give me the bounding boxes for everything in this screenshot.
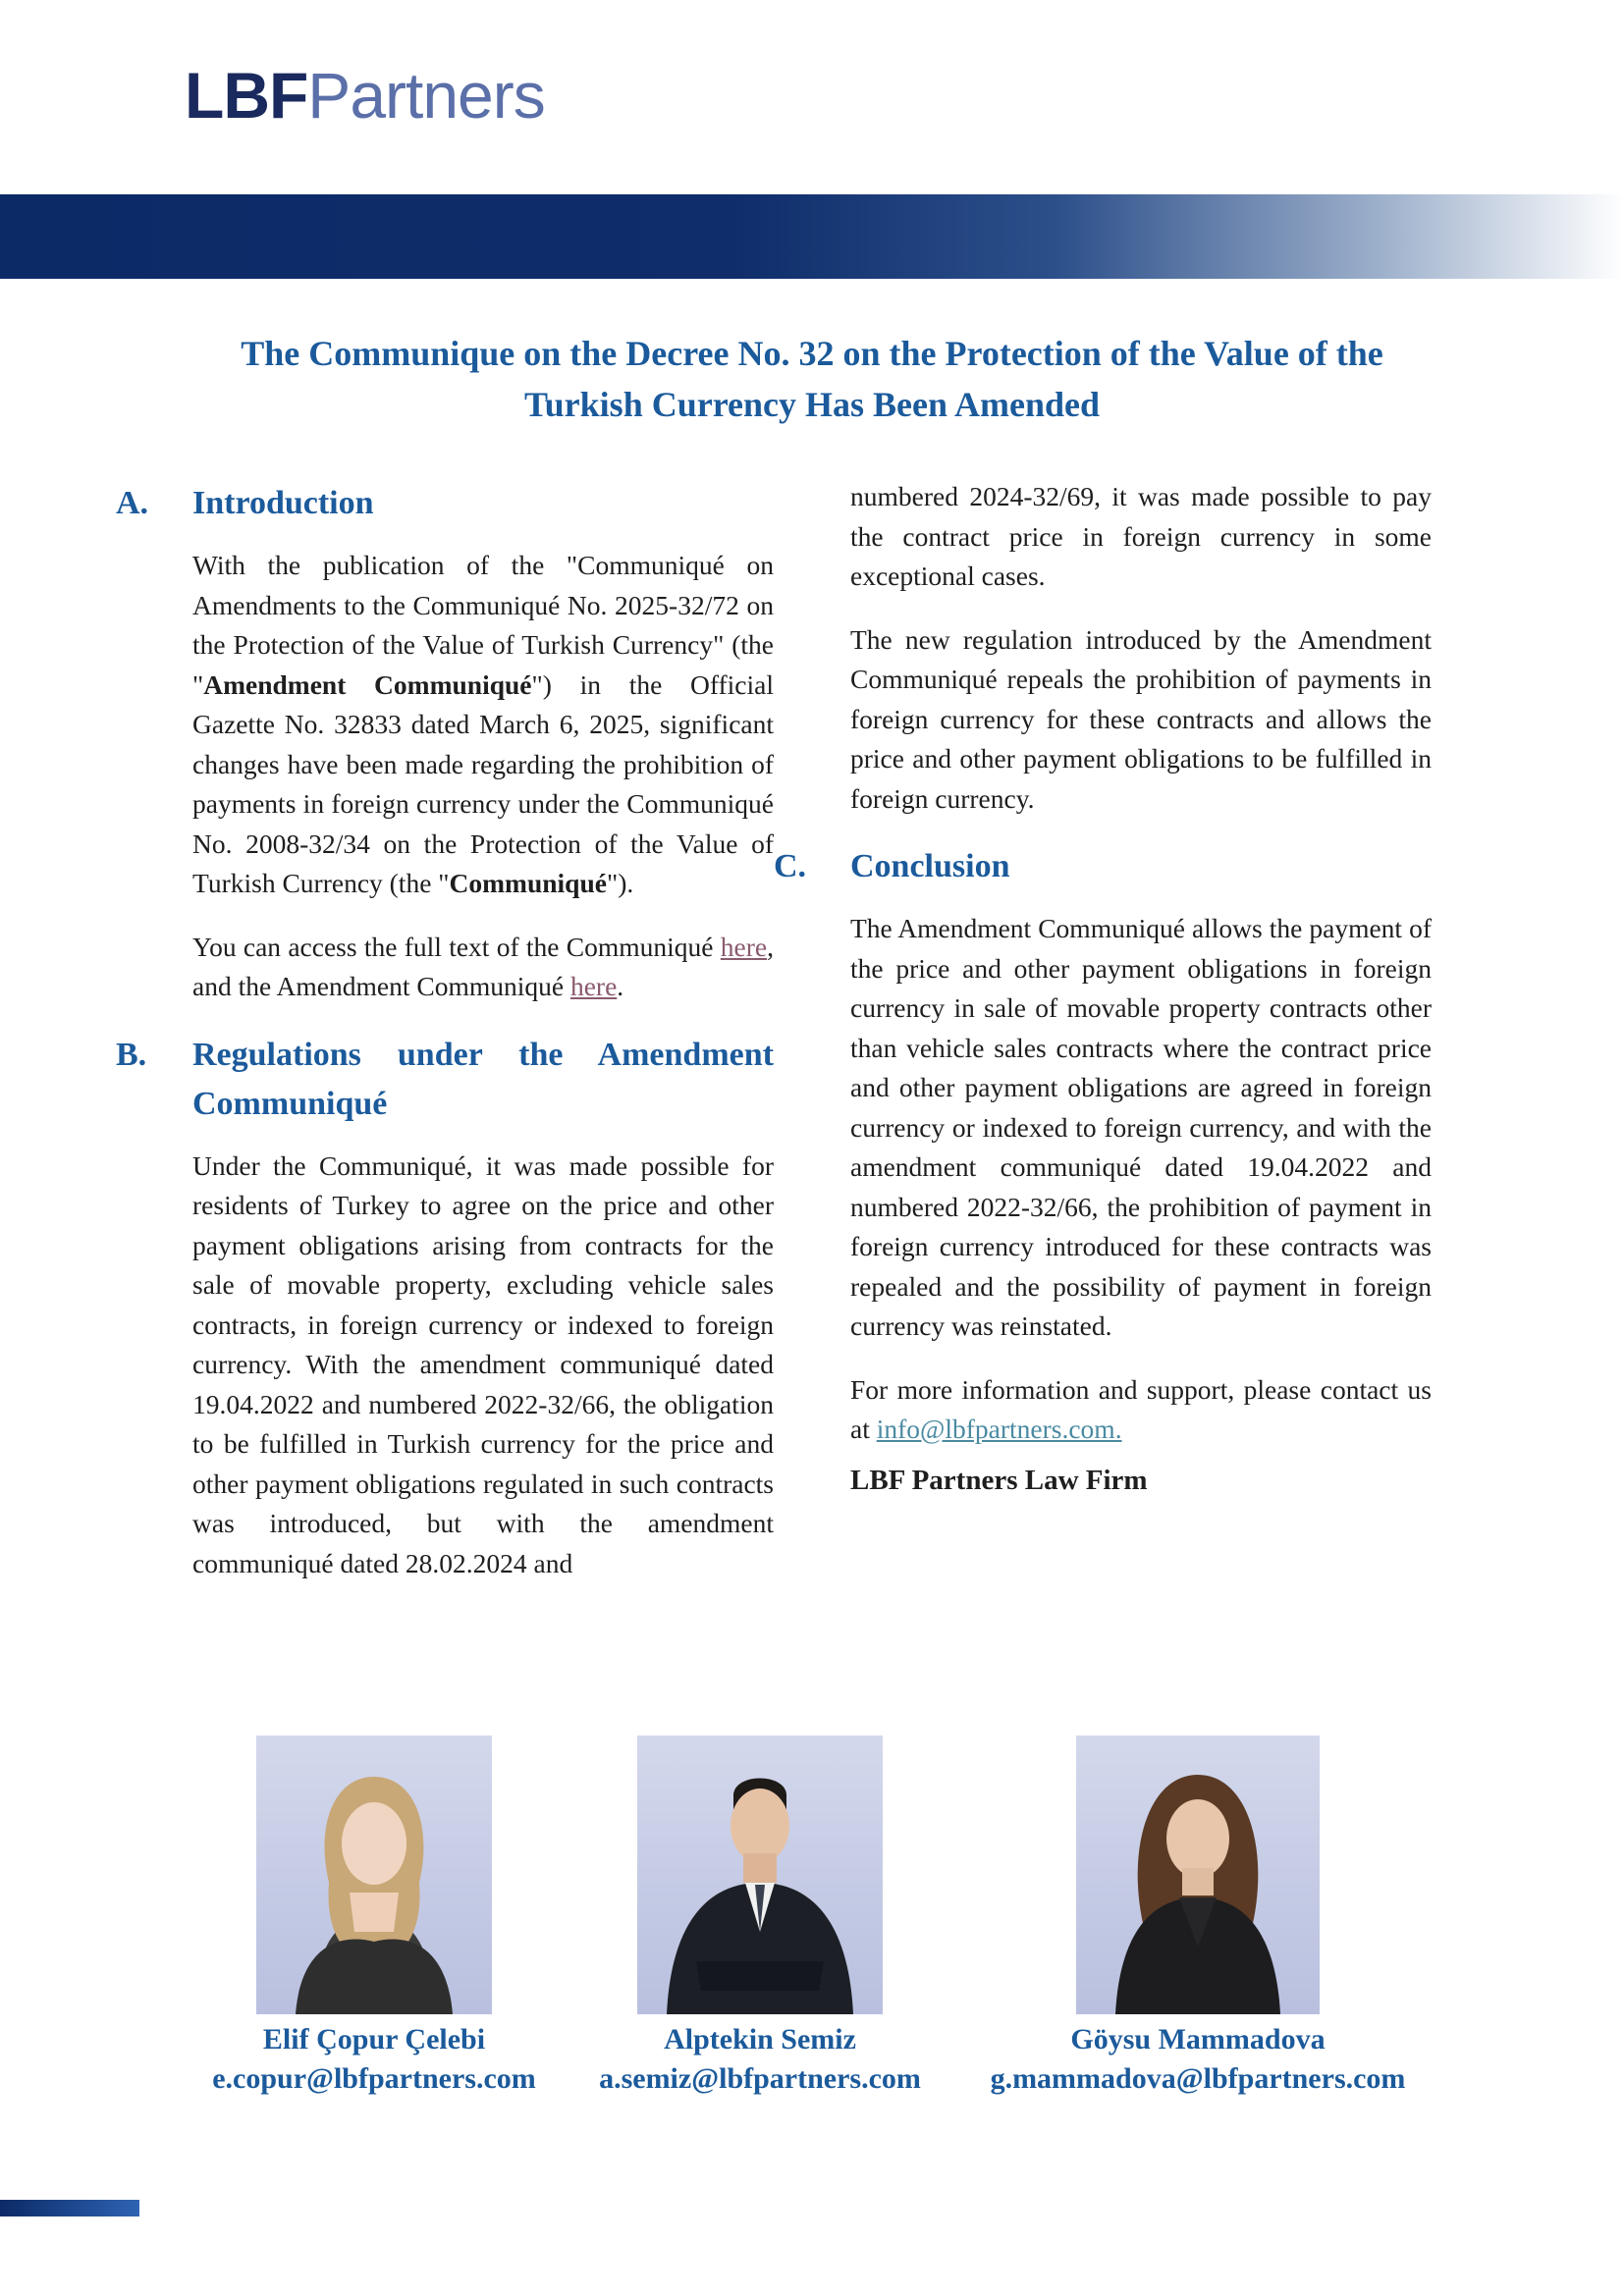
access-text-2: , and the Amendment Communiqué <box>192 931 774 1001</box>
person-photo <box>256 1735 492 2014</box>
contacts-section <box>0 1735 1624 2109</box>
section-b-title-line-2: Communiqué <box>192 1085 388 1122</box>
title-line-1: The Communique on the Decree No. 32 on the Protection of the Value of the <box>241 334 1383 373</box>
intro-text-3: "). <box>606 868 634 898</box>
amendment-communique-link[interactable]: here <box>569 971 618 1001</box>
regulations-paragraph-continued: numbered 2024-32/69, it was made possible to pay the contract price in foreign currency in some exceptional cases. <box>850 481 1432 591</box>
communique-link[interactable]: here <box>720 931 768 962</box>
section-a-heading <box>116 479 774 528</box>
access-text-1: You can access the full text of the Communiqué <box>192 931 721 962</box>
footer-accent-bar <box>0 2200 139 2216</box>
brand-logo <box>185 59 545 132</box>
person-card <box>192 1735 556 2099</box>
access-text-3: . <box>617 971 624 1001</box>
regulations-paragraph: Under the Communiqué, it was made possible for residents of Turkey to agree on the price and other payment obligations arising from contracts for the sale of movable property, excluding vehicle sales contracts, in foreign currency or indexed to foreign currency. With the amendment communiqué dated 19.04.2022 and numbered 2022-32/66, the obligation to be fulfilled in Turkish currency for the price and other payment obligations regulated in such contracts was introduced, but with the amendment communiqué dated 28.02.2024 and <box>192 1149 774 1578</box>
firm-signature: LBF Partners Law Firm <box>850 1464 1148 1496</box>
person-portrait-icon <box>637 1735 883 2014</box>
access-paragraph <box>192 928 774 1007</box>
person-card <box>573 1735 947 2099</box>
intro-bold-amendment: Amendment Communiqué <box>203 668 532 700</box>
section-a-letter: A. <box>116 485 149 521</box>
intro-text-2: ") in the Official Gazette No. 32833 dated March 6, 2025, significant changes have been made regarding the prohibition of payments in foreign currency under the Communiqué No. 2008-32/34 on the Protection of the Value of Turkish Currency (the " <box>192 668 774 898</box>
person-portrait-icon <box>1076 1735 1320 2014</box>
section-c-letter: C. <box>774 848 807 884</box>
contact-email-link[interactable]: info@lbfpartners.com. <box>876 1414 1122 1444</box>
new-regulation-paragraph: The new regulation introduced by the Amendment Communiqué repeals the prohibition of payments in foreign currency for these contracts and allows the price and other payment obligations to be fulfilled in foreign currency. <box>850 623 1432 814</box>
section-a-title: Introduction <box>192 485 374 521</box>
person-card <box>964 1735 1432 2099</box>
title-line-2: Turkish Currency Has Been Amended <box>523 385 1101 424</box>
person-email: e.copur@lbfpartners.com <box>212 2062 536 2095</box>
person-name: Göysu Mammadova <box>1070 2023 1326 2056</box>
contact-text: For more information and support, please contact us at <box>850 1373 1432 1444</box>
person-name: Alptekin Semiz <box>664 2023 856 2056</box>
document-title <box>157 328 1467 430</box>
section-c-heading <box>774 842 1432 891</box>
contact-paragraph <box>850 1370 1432 1450</box>
section-b-letter: B. <box>116 1036 147 1073</box>
logo-partners: Partners <box>307 59 545 132</box>
intro-text-1: With the publication of the "Communiqué on Amendments to the Communiqué No. 2025-32/72 on the Protection of the Value of Turkish Currency" (the " <box>192 550 774 700</box>
intro-paragraph <box>192 546 774 904</box>
person-name: Elif Çopur Çelebi <box>262 2023 486 2056</box>
intro-bold-communique: Communiqué <box>449 868 607 898</box>
left-column <box>116 479 774 1607</box>
person-photo <box>637 1735 883 2014</box>
conclusion-paragraph: The Amendment Communiqué allows the payment of the price and other payment obligations in foreign currency in sale of movable property contracts other than vehicle sales contracts where the contract price and other payment obligations are agreed in foreign currency or indexed to foreign currency, and with the amendment communiqué dated 19.04.2022 and numbered 2022-32/66, the prohibition of payment in foreign currency introduced for these contracts was repealed and the possibility of payment in foreign currency was reinstated. <box>850 913 1432 1341</box>
section-c-title: Conclusion <box>850 848 1010 884</box>
person-photo <box>1076 1735 1320 2014</box>
section-b-heading <box>116 1031 774 1129</box>
section-b-title-line-1: Regulations under the Amendment <box>192 1036 774 1073</box>
logo-lbf: LBF <box>185 59 308 132</box>
right-column <box>774 477 1432 1501</box>
header-banner <box>0 194 1624 279</box>
person-email: g.mammadova@lbfpartners.com <box>990 2062 1406 2095</box>
person-email: a.semiz@lbfpartners.com <box>599 2062 921 2095</box>
person-portrait-icon <box>256 1735 492 2014</box>
